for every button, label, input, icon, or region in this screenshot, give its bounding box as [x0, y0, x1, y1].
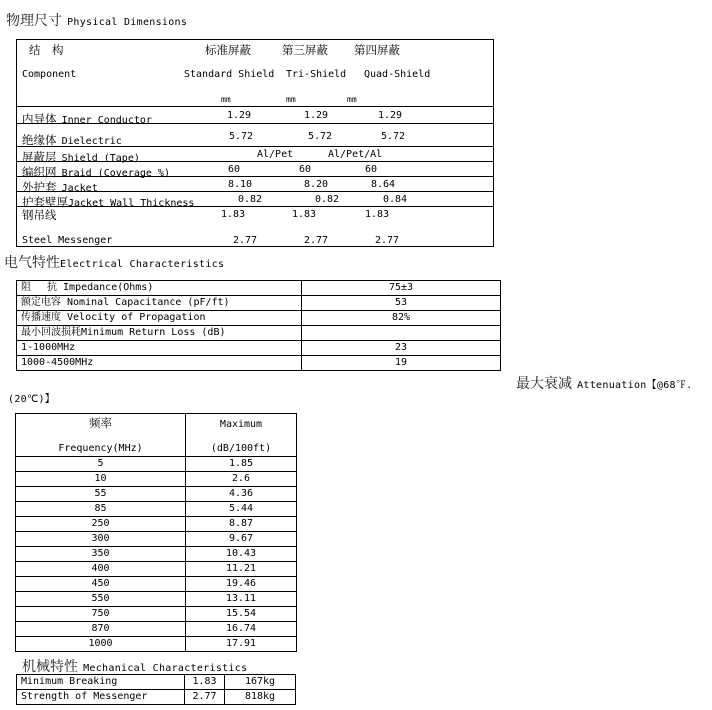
electrical-title-en: Electrical Characteristics [60, 259, 225, 270]
table-row [16, 547, 297, 562]
braid-tri: 60 [299, 164, 312, 175]
elec-value: 23 [302, 341, 501, 356]
table-row [17, 311, 501, 326]
attenuation-value-cell: 2.6 [186, 472, 297, 487]
electrical-table [16, 280, 501, 371]
unit-std: mm [221, 95, 231, 104]
physical-section-title [6, 10, 187, 30]
inner-tri: 1.29 [304, 110, 329, 121]
mechanical-table [16, 674, 296, 705]
physical-title-cn: 物理尺寸 [6, 13, 62, 29]
attenuation-value-cell: 9.67 [186, 532, 297, 547]
braid-quad: 60 [365, 164, 378, 175]
elec-value: 75±3 [302, 281, 501, 296]
messenger-tri-a: 1.83 [292, 209, 317, 220]
table-row [16, 577, 297, 592]
mech-a: 2.77 [185, 690, 225, 705]
elec-label: 传播速度 Velocity of Propagation [17, 311, 302, 326]
row-messenger-cn: 钢吊线 [22, 208, 57, 222]
header-quad-cn: 第四屏蔽 [354, 43, 400, 57]
shield-std: Al/Pet [257, 149, 294, 160]
dielectric-tri: 5.72 [308, 131, 333, 142]
frequency-cell: 350 [16, 547, 186, 562]
attenuation-value-cell: 8.87 [186, 517, 297, 532]
row-inner-conductor-label: 内导体 Inner Conductor [22, 112, 152, 126]
header-frequency [16, 414, 186, 457]
mech-label: Strength of Messenger [17, 690, 185, 705]
table-row [16, 607, 297, 622]
table-row [16, 562, 297, 577]
jacket-quad: 8.64 [371, 179, 396, 190]
attenuation-header-row [16, 414, 297, 457]
attenuation-value-cell: 13.11 [186, 592, 297, 607]
row-jacket-label: 外护套 Jacket [22, 180, 98, 194]
attenuation-title-en: Attenuation【@68℉. [577, 380, 693, 391]
frequency-cell: 5 [16, 457, 186, 472]
table-row [16, 487, 297, 502]
attenuation-table [15, 413, 297, 652]
table-row [17, 675, 296, 690]
frequency-en: Frequency(MHz) [58, 443, 143, 454]
electrical-section-title [4, 252, 224, 272]
inner-std: 1.29 [227, 110, 252, 121]
row-jacket-wall-label: 护套壁厚Jacket Wall Thickness [22, 195, 195, 209]
header-structure: 结 构 [29, 43, 64, 57]
table-row [17, 356, 501, 371]
table-row [17, 341, 501, 356]
messenger-tri: 2.77 [304, 235, 329, 246]
mechanical-title-cn: 机械特性 [22, 659, 78, 675]
table-row [17, 690, 296, 705]
frequency-cell: 1000 [16, 637, 186, 652]
row-shield-label: 屏蔽层 Shield (Tape) [22, 150, 140, 164]
messenger-std: 2.77 [233, 235, 258, 246]
elec-value: 82% [302, 311, 501, 326]
frequency-cell: 55 [16, 487, 186, 502]
table-row [16, 532, 297, 547]
table-row [17, 281, 501, 296]
mechanical-section-title [22, 656, 247, 676]
elec-label: 额定电容 Nominal Capacitance (pF/ft) [17, 296, 302, 311]
wall-quad: 0.84 [383, 194, 408, 205]
table-row [17, 296, 501, 311]
mech-a: 1.83 [185, 675, 225, 690]
maximum-unit: (dB/100ft) [210, 443, 272, 454]
header-standard-cn: 标准屏蔽 [205, 43, 251, 57]
attenuation-title-cont: (20℃)】 [8, 394, 56, 405]
attenuation-value-cell: 1.85 [186, 457, 297, 472]
frequency-cell: 85 [16, 502, 186, 517]
frequency-cell: 250 [16, 517, 186, 532]
row-dielectric-label: 绝缘体 Dielectric [22, 133, 122, 147]
frequency-cell: 870 [16, 622, 186, 637]
frequency-cell: 10 [16, 472, 186, 487]
mech-label: Minimum Breaking [17, 675, 185, 690]
elec-label: 1000-4500MHz [17, 356, 302, 371]
table-row [16, 502, 297, 517]
jacket-tri: 8.20 [304, 179, 329, 190]
elec-label: 最小回波损耗Minimum Return Loss (dB) [17, 326, 302, 341]
inner-quad: 1.29 [378, 110, 403, 121]
elec-label: 1-1000MHz [17, 341, 302, 356]
attenuation-section-title [516, 373, 693, 393]
unit-quad: mm [347, 95, 357, 104]
header-maximum [186, 414, 297, 457]
header-standard-en: Standard Shield [184, 69, 275, 80]
mech-b: 818kg [225, 690, 296, 705]
table-row [16, 592, 297, 607]
attenuation-value-cell: 19.46 [186, 577, 297, 592]
messenger-std-a: 1.83 [221, 209, 246, 220]
attenuation-value-cell: 5.44 [186, 502, 297, 517]
messenger-quad: 2.77 [375, 235, 400, 246]
frequency-cn: 频率 [89, 416, 112, 430]
attenuation-value-cell: 15.54 [186, 607, 297, 622]
header-component: Component [22, 69, 77, 80]
attenuation-value-cell: 11.21 [186, 562, 297, 577]
wall-std: 0.82 [238, 194, 263, 205]
table-row [16, 637, 297, 652]
mechanical-title-en: Mechanical Characteristics [83, 663, 248, 674]
attenuation-value-cell: 10.43 [186, 547, 297, 562]
dielectric-std: 5.72 [229, 131, 254, 142]
frequency-cell: 450 [16, 577, 186, 592]
elec-value: 53 [302, 296, 501, 311]
header-tri-cn: 第三屏蔽 [282, 43, 328, 57]
attenuation-value-cell: 4.36 [186, 487, 297, 502]
table-row [16, 457, 297, 472]
physical-dimensions-table [16, 39, 494, 247]
braid-std: 60 [228, 164, 241, 175]
row-braid-label: 编织网 Braid (Coverage %) [22, 165, 170, 179]
header-quad-en: Quad-Shield [364, 69, 431, 80]
header-tri-en: Tri-Shield [286, 69, 347, 80]
elec-label: 阻 抗 Impedance(Ohms) [17, 281, 302, 296]
jacket-std: 8.10 [228, 179, 253, 190]
physical-title-en: Physical Dimensions [67, 17, 188, 28]
table-row [16, 517, 297, 532]
attenuation-value-cell: 16.74 [186, 622, 297, 637]
elec-value: 19 [302, 356, 501, 371]
frequency-cell: 550 [16, 592, 186, 607]
electrical-title-cn: 电气特性 [4, 255, 60, 271]
table-row [16, 622, 297, 637]
frequency-cell: 300 [16, 532, 186, 547]
dielectric-quad: 5.72 [381, 131, 406, 142]
unit-tri: mm [286, 95, 296, 104]
messenger-quad-a: 1.83 [365, 209, 390, 220]
mech-b: 167kg [225, 675, 296, 690]
table-row [16, 472, 297, 487]
attenuation-title-cn: 最大衰减 [516, 376, 572, 392]
shield-tri: Al/Pet/Al [328, 149, 383, 160]
table-row [17, 326, 501, 341]
wall-tri: 0.82 [315, 194, 340, 205]
maximum-label: Maximum [219, 419, 263, 430]
row-messenger-en: Steel Messenger [22, 235, 113, 246]
frequency-cell: 400 [16, 562, 186, 577]
attenuation-value-cell: 17.91 [186, 637, 297, 652]
elec-value [302, 326, 501, 341]
frequency-cell: 750 [16, 607, 186, 622]
